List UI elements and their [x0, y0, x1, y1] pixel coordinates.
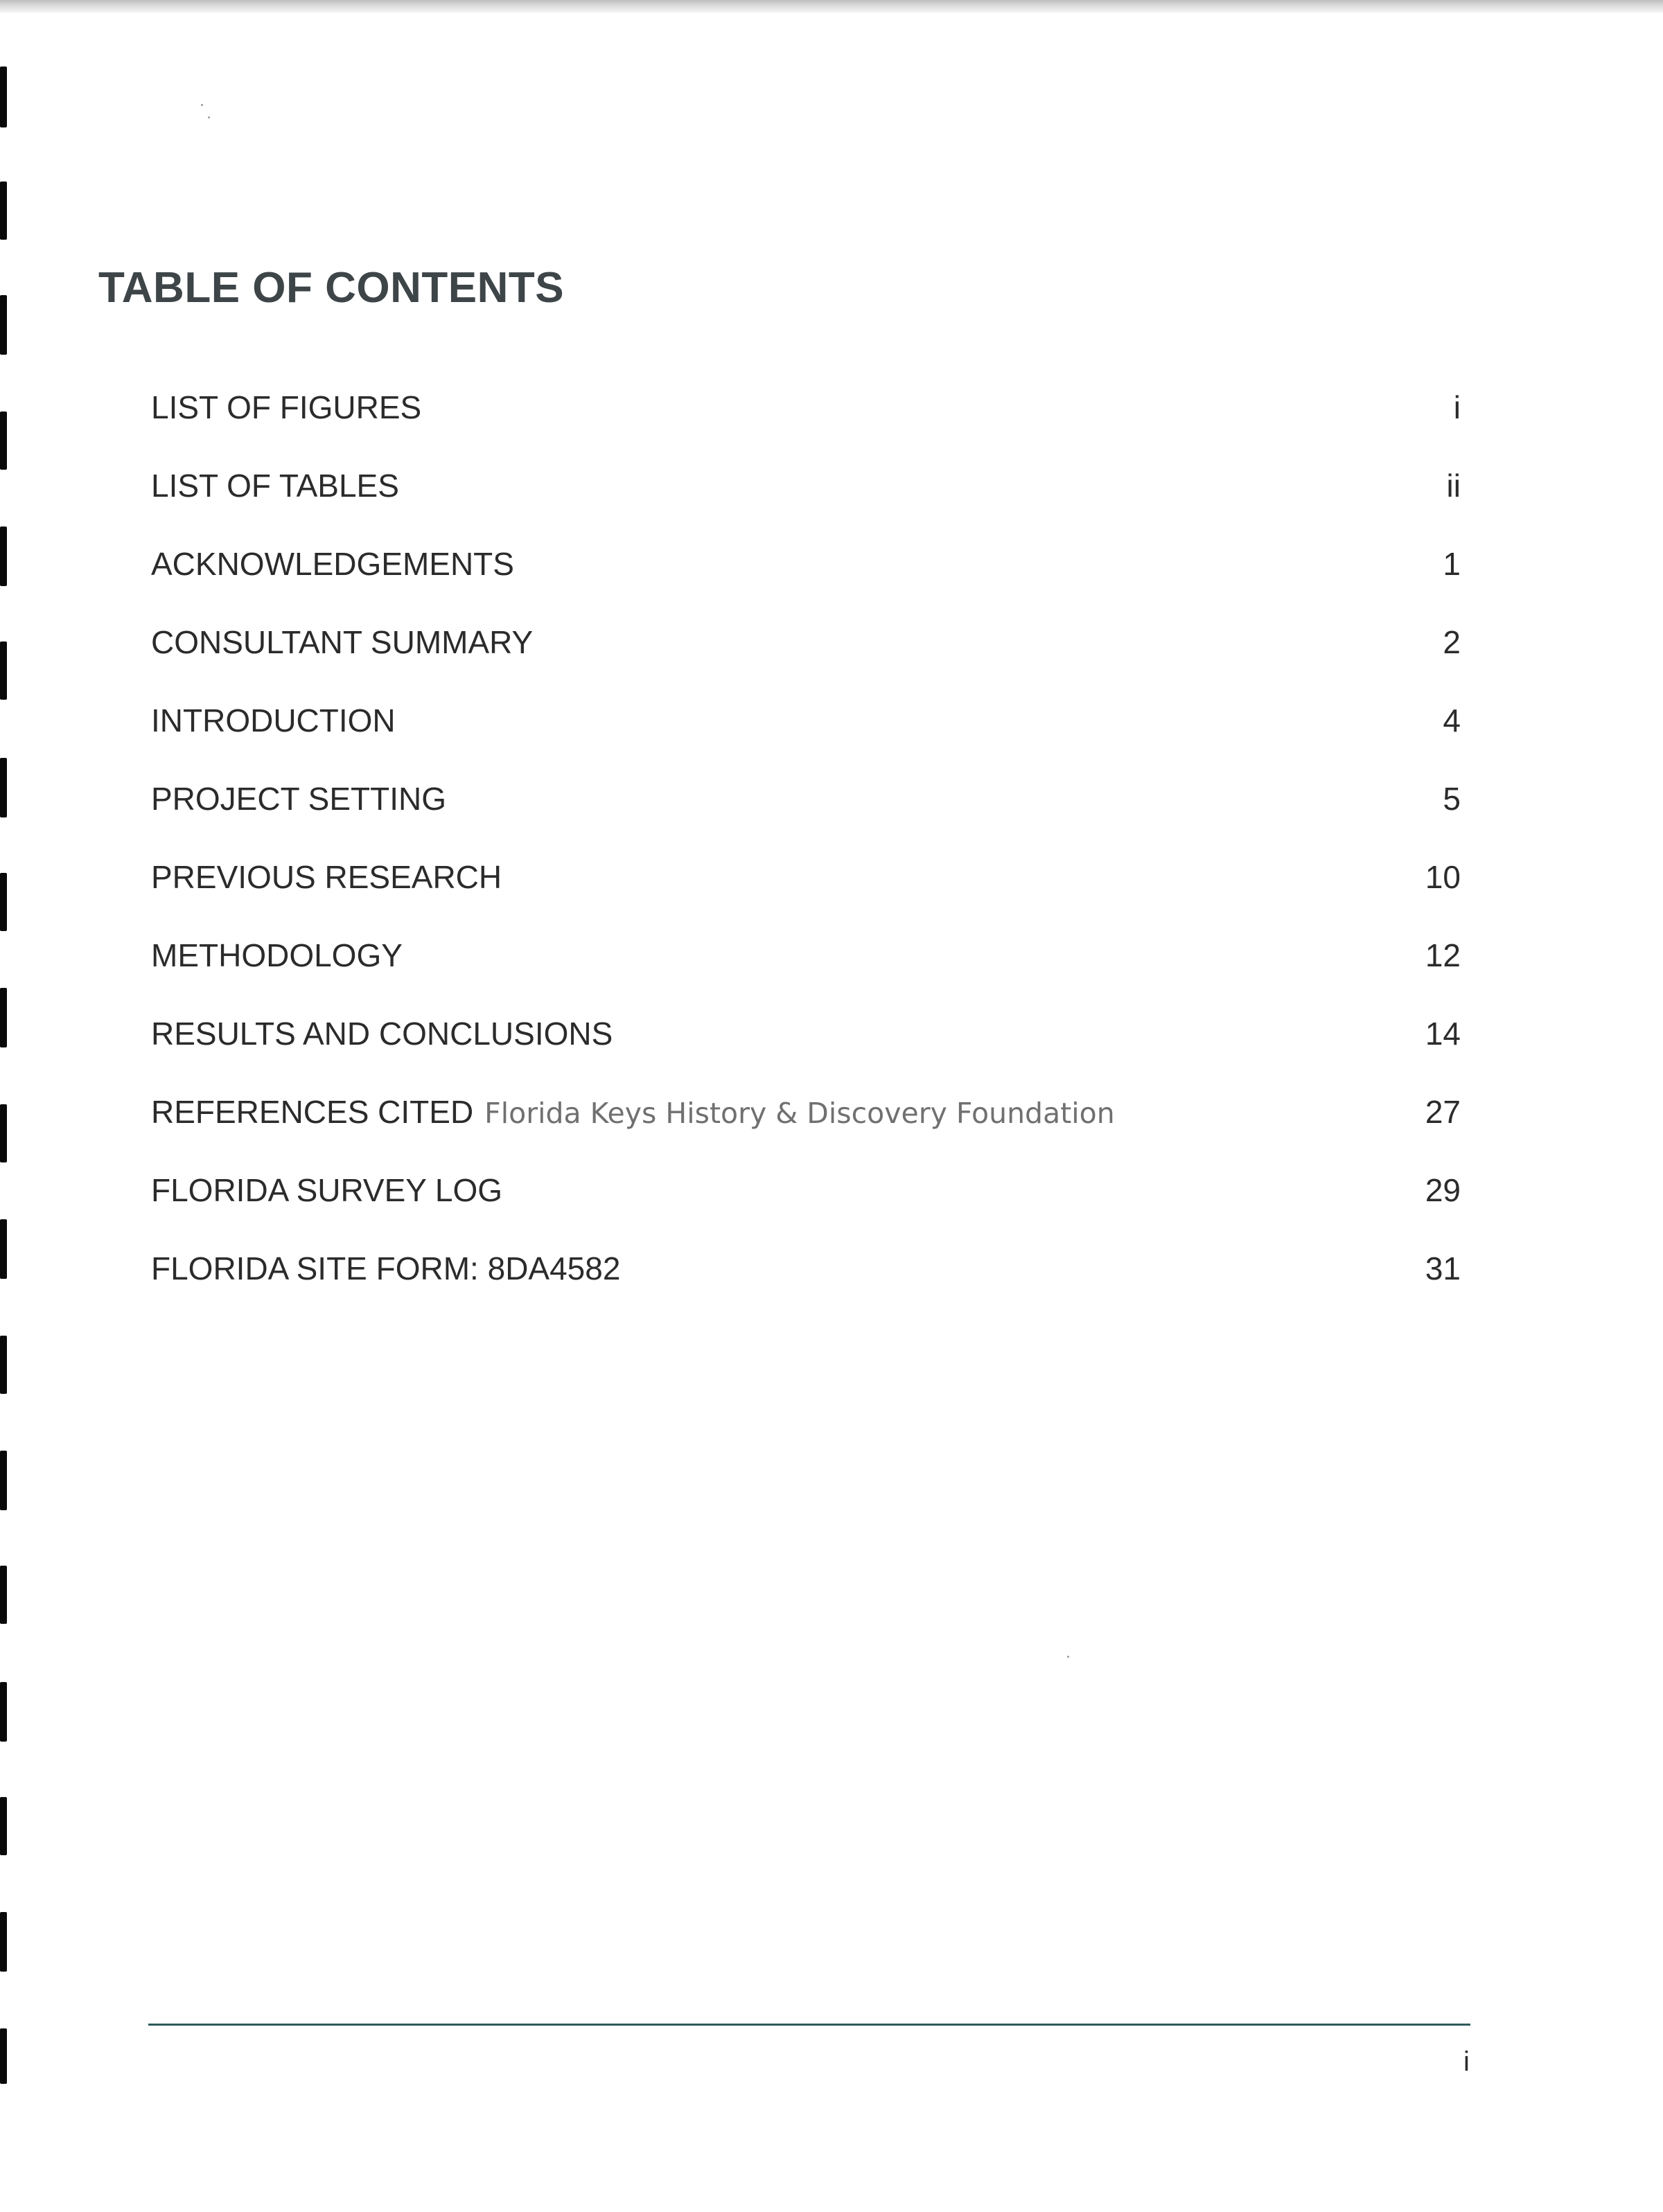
toc-entry[interactable] [151, 1084, 1461, 1162]
toc-entry-page: 29 [1425, 1172, 1461, 1208]
binding-hole [0, 988, 7, 1047]
toc-list [151, 380, 1461, 1319]
binding-hole [0, 642, 7, 700]
toc-entry-page: i [1453, 389, 1461, 425]
toc-entry-page: 27 [1425, 1094, 1461, 1130]
toc-entry[interactable] [151, 1162, 1461, 1241]
toc-entry[interactable] [151, 380, 1461, 458]
toc-entry[interactable] [151, 928, 1461, 1006]
binding-hole [0, 182, 7, 240]
scan-speck [1067, 1656, 1069, 1658]
binding-hole [0, 412, 7, 470]
page-title: TABLE OF CONTENTS [98, 264, 565, 312]
toc-entry-page: 1 [1443, 546, 1461, 582]
footer-divider [148, 2024, 1470, 2026]
binding-hole [0, 1219, 7, 1279]
binding-hole [0, 1797, 7, 1855]
toc-entry-page: 14 [1425, 1016, 1461, 1052]
scan-speck [201, 104, 203, 106]
toc-entry-label: REFERENCES CITED [151, 1094, 474, 1130]
toc-entry-page: 2 [1443, 624, 1461, 660]
toc-entry[interactable] [151, 693, 1461, 771]
toc-entry[interactable] [151, 614, 1461, 693]
toc-entry-label: ACKNOWLEDGEMENTS [151, 546, 514, 582]
toc-entry-page: 4 [1443, 702, 1461, 738]
toc-entry-label-wrapper [151, 1084, 1115, 1141]
toc-entry[interactable] [151, 1241, 1461, 1319]
toc-entry-page: 12 [1425, 937, 1461, 973]
binding-hole [0, 2028, 7, 2084]
binding-hole [0, 527, 7, 586]
toc-entry-label: CONSULTANT SUMMARY [151, 624, 534, 660]
toc-entry[interactable] [151, 536, 1461, 614]
binding-holes [0, 0, 14, 2212]
binding-hole [0, 758, 7, 817]
toc-entry-label: PREVIOUS RESEARCH [151, 859, 502, 895]
footer-page-number: i [1463, 2046, 1470, 2077]
toc-entry[interactable] [151, 849, 1461, 928]
toc-entry-label: FLORIDA SITE FORM: 8DA4582 [151, 1250, 621, 1286]
toc-entry-page: 10 [1425, 859, 1461, 895]
toc-entry[interactable] [151, 458, 1461, 536]
binding-hole [0, 295, 7, 355]
binding-hole [0, 873, 7, 931]
toc-entry-label: RESULTS AND CONCLUSIONS [151, 1016, 613, 1052]
toc-entry-label: LIST OF FIGURES [151, 389, 422, 425]
scan-top-edge [0, 0, 1663, 12]
toc-entry-label: METHODOLOGY [151, 937, 403, 973]
binding-hole [0, 1336, 7, 1394]
binding-hole [0, 1451, 7, 1510]
binding-hole [0, 67, 7, 127]
binding-hole [0, 1682, 7, 1742]
scan-speck [208, 116, 210, 118]
binding-hole [0, 1104, 7, 1162]
toc-entry[interactable] [151, 1006, 1461, 1084]
binding-hole [0, 1912, 7, 1972]
toc-entry-label: LIST OF TABLES [151, 468, 399, 504]
toc-entry-note: Florida Keys History & Discovery Foundation [484, 1097, 1115, 1130]
toc-entry-page: ii [1446, 468, 1461, 504]
toc-entry[interactable] [151, 771, 1461, 849]
toc-entry-page: 5 [1443, 781, 1461, 817]
toc-entry-page: 31 [1425, 1250, 1461, 1286]
binding-hole [0, 1566, 7, 1624]
toc-entry-label: FLORIDA SURVEY LOG [151, 1172, 503, 1208]
toc-entry-label: PROJECT SETTING [151, 781, 446, 817]
toc-entry-label: INTRODUCTION [151, 702, 396, 738]
